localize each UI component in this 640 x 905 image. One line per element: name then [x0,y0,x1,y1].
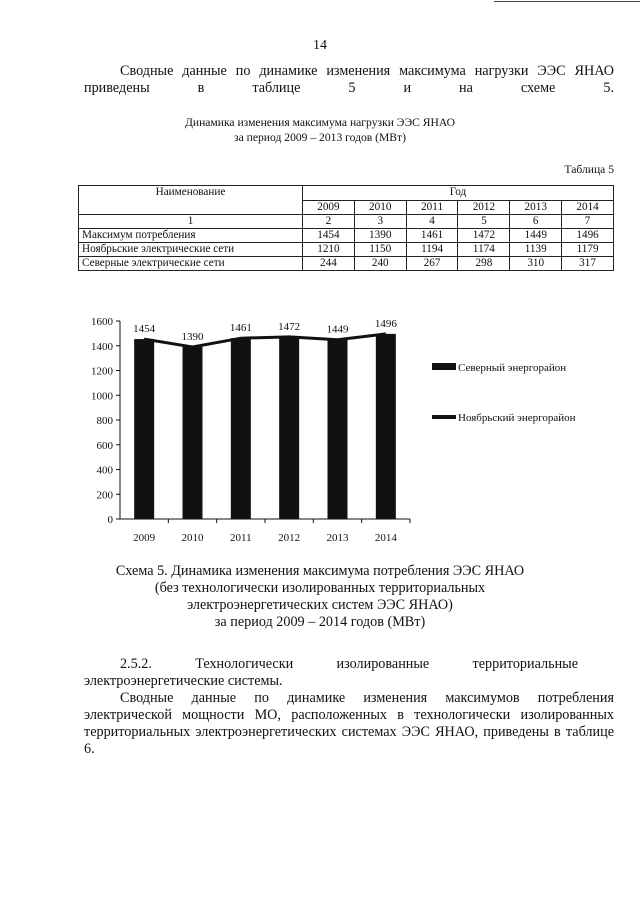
colnum-cell: 3 [354,215,406,229]
table-header-row [79,186,614,201]
data-label: 1472 [278,320,301,333]
table-cell: 1390 [354,229,406,243]
chart [70,305,630,555]
table-cell: 1454 [303,229,355,243]
data-label: 1496 [374,317,397,330]
data-label: 1390 [181,330,204,343]
section-body: Сводные данные по динамике изменения максимумов потребления электрической мощности МО, расположенных в технологически изолированных территориальных электроэнергетических системах ЭЭС ЯНАО, приведены в таблице 6. [84,690,614,757]
bar [231,338,251,519]
table-caption-line2: за период 2009 – 2013 годов (МВт) [234,131,406,144]
y-tick-label: 0 [107,514,113,526]
legend-swatch-line [432,415,456,419]
row-name: Максимум потребления [79,229,303,243]
figure-caption [0,563,640,631]
bar [376,334,396,519]
bar [134,339,154,519]
data-label: 1461 [229,322,252,335]
section-heading-line1: 2.5.2. Технологически изолированные территориальные [120,656,578,672]
figure-caption-line4: за период 2009 – 2014 годов (МВт) [214,614,426,630]
table-cell: 1210 [303,243,355,257]
year-cell: 2014 [562,200,614,215]
colnum-cell: 5 [458,215,510,229]
bar [328,340,348,519]
figure-caption-line3: электроэнергетических систем ЭЭС ЯНАО) [187,597,453,613]
colnum-cell: 7 [562,215,614,229]
table-row [79,243,614,257]
table-caption-line1: Динамика изменения максимума нагрузки ЭЭС ЯНАО [184,116,456,129]
table-cell: 298 [458,257,510,271]
y-tick-label: 600 [96,439,113,452]
x-tick-label: 2012 [278,532,301,544]
table-cell: 1179 [562,243,614,257]
table-row [79,257,614,271]
figure-caption-line2: (без технологически изолированных территориальных [154,580,486,596]
top-rule [494,1,640,2]
table-cell: 1194 [406,243,458,257]
y-tick-label: 200 [96,489,113,502]
legend-label: Северный энергорайон [458,362,567,374]
data-label: 1454 [133,323,156,336]
year-header: Год [303,186,614,201]
legend-label: Ноябрьский энергорайон [458,412,576,424]
table-cell: 1449 [510,229,562,243]
table-cell: 1174 [458,243,510,257]
x-tick-label: 2013 [326,532,349,544]
x-tick-label: 2010 [181,532,204,544]
data-table [78,185,614,271]
year-cell: 2012 [458,200,510,215]
figure-caption-line1: Схема 5. Динамика изменения максимума потребления ЭЭС ЯНАО [115,563,525,579]
table-cell: 1461 [406,229,458,243]
x-tick-label: 2009 [133,532,156,544]
x-tick-label: 2011 [230,532,252,544]
table-cell: 1150 [354,243,406,257]
table-cell: 244 [303,257,355,271]
chart-svg [70,305,630,555]
table-caption [0,115,640,145]
table-colnum-row [79,215,614,229]
table-label: Таблица 5 [564,163,614,176]
table-cell: 317 [562,257,614,271]
data-label: 1449 [326,323,349,336]
row-name: Северные электрические сети [79,257,303,271]
bar [279,337,299,519]
table-cell: 1139 [510,243,562,257]
table-cell: 267 [406,257,458,271]
colnum-cell: 6 [510,215,562,229]
y-tick-label: 1200 [91,365,113,378]
table-cell: 1496 [562,229,614,243]
series-line [144,334,386,347]
x-tick-label: 2014 [374,532,397,544]
y-tick-label: 800 [96,415,113,427]
y-tick-label: 1600 [91,316,113,328]
year-cell: 2009 [303,200,355,215]
table-row [79,229,614,243]
table-cell: 1472 [458,229,510,243]
row-name: Ноябрьские электрические сети [79,243,303,257]
y-tick-label: 1000 [91,390,113,403]
year-cell: 2011 [406,200,458,215]
name-header: Наименование [79,186,303,215]
year-cell: 2013 [510,200,562,215]
year-cell: 2010 [354,200,406,215]
colnum-cell: 4 [406,215,458,229]
y-tick-label: 1400 [91,340,113,353]
colnum-cell: 1 [79,215,303,229]
table-cell: 240 [354,257,406,271]
section-heading-line2: электроэнергетические системы. [84,673,283,689]
colnum-cell: 2 [303,215,355,229]
y-tick-label: 400 [96,464,113,477]
legend-swatch-bar [432,363,456,370]
intro-paragraph: Сводные данные по динамике изменения максимума нагрузки ЭЭС ЯНАО приведены в таблице 5 и на схеме 5. [84,63,614,96]
table-cell: 310 [510,257,562,271]
bar [183,347,203,519]
page-number: 14 [313,38,327,53]
